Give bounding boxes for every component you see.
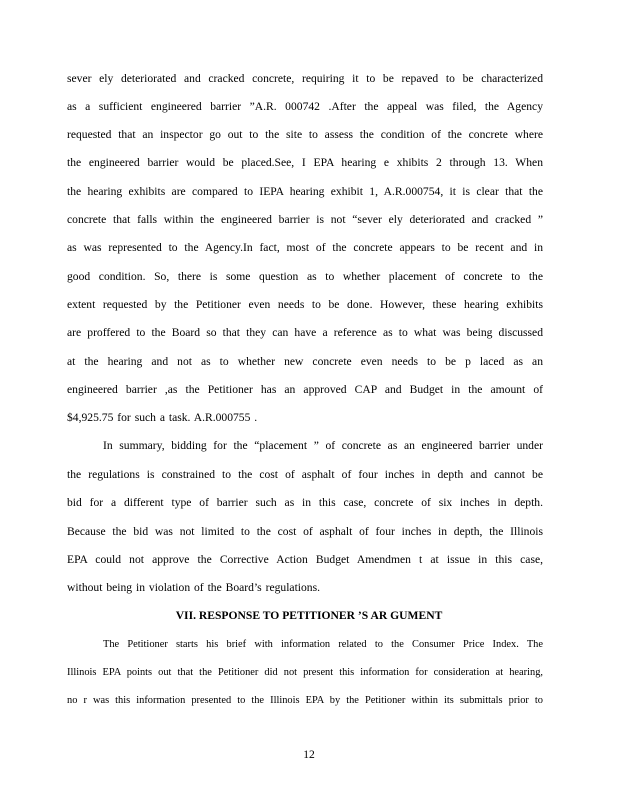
text-line: at the hearing and not as to whether new concrete even needs to be p laced as an	[67, 355, 543, 368]
text-line: engineered barrier ,as the Petitioner has an approved CAP and Budget in the amount of	[67, 383, 543, 396]
text-line: good condition. So, there is some question as to whether placement of concrete to the	[67, 270, 543, 283]
text-line: the hearing exhibits are compared to IEPA hearing exhibit 1, A.R.000754, it is clear that the	[67, 185, 543, 198]
text-line: as a sufficient engineered barrier ”A.R. 000742 .After the appeal was filed, the Agency	[67, 100, 543, 113]
text-line: bid for a different type of barrier such as in this case, concrete of six inches in depth.	[67, 496, 543, 509]
text-line: concrete that falls within the engineered barrier is not “sever ely deteriorated and cracked ”	[67, 213, 543, 226]
text-line: the engineered barrier would be placed.See, I EPA hearing e xhibits 2 through 13. When	[67, 156, 543, 169]
text-line: EPA could not approve the Corrective Action Budget Amendmen t at issue in this case,	[67, 553, 543, 566]
text-line: In summary, bidding for the “placement ” of concrete as an engineered barrier under	[103, 439, 543, 452]
text-line: no r was this information presented to the Illinois EPA by the Petitioner within its submittals prior to	[67, 695, 543, 706]
page-number: 12	[303, 748, 315, 761]
text-line: requested that an inspector go out to the site to assess the condition of the concrete where	[67, 128, 543, 141]
text-line: The Petitioner starts his brief with information related to the Consumer Price Index. The	[103, 639, 543, 650]
text-line: without being in violation of the Board’s regulations.	[67, 581, 321, 594]
text-line: Because the bid was not limited to the cost of asphalt of four inches in depth, the Illinois	[67, 525, 543, 538]
text-line: sever ely deteriorated and cracked concrete, requiring it to be repaved to be characterized	[67, 72, 543, 85]
text-line: as was represented to the Agency.In fact, most of the concrete appears to be recent and in	[67, 241, 543, 254]
text-line: $4,925.75 for such a task. A.R.000755 .	[67, 411, 258, 424]
text-line: extent requested by the Petitioner even needs to be done. However, these hearing exhibits	[67, 298, 543, 311]
text-line: Illinois EPA points out that the Petitioner did not present this information for consideration at hearing,	[67, 667, 543, 678]
text-line: are proffered to the Board so that they can have a reference as to what was being discussed	[67, 326, 543, 339]
section-heading: VII. RESPONSE TO PETITIONER ’S AR GUMENT	[175, 609, 443, 622]
text-line: the regulations is constrained to the cost of asphalt of four inches in depth and cannot be	[67, 468, 543, 481]
